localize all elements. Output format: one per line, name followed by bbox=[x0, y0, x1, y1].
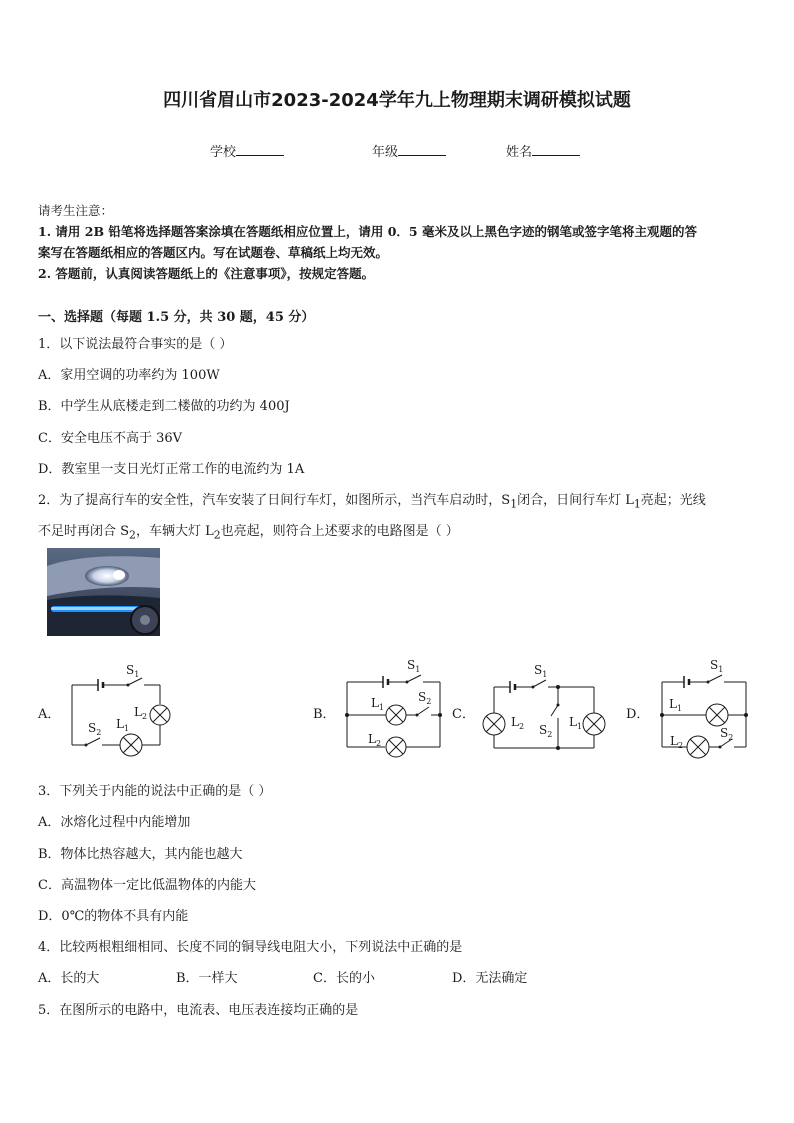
q2-option-d-label[interactable]: D． bbox=[626, 707, 650, 722]
q4-option-a[interactable]: A．长的大 bbox=[38, 971, 100, 986]
q3-stem: 3．下列关于内能的说法中正确的是（ ） bbox=[38, 784, 272, 799]
q4-option-b[interactable]: B．一样大 bbox=[176, 971, 238, 986]
circuit-b[interactable] bbox=[335, 655, 455, 764]
section1-heading: 一、选择题（每题 1.5 分，共 30 题，45 分） bbox=[38, 310, 315, 325]
q5-stem: 5．在图所示的电路中，电流表、电压表连接均正确的是 bbox=[38, 1003, 359, 1018]
circuit-c[interactable] bbox=[478, 660, 613, 764]
name-field[interactable] bbox=[506, 141, 580, 160]
q2-stem-line1 bbox=[38, 489, 706, 511]
q1-option-d[interactable]: D．教室里一支日光灯正常工作的电流约为 1A bbox=[38, 462, 305, 477]
svg-text:L1: $L_1$ bbox=[116, 717, 130, 733]
school-label: 学校 bbox=[210, 145, 237, 160]
q1-option-b[interactable]: B．中学生从底楼走到二楼做的功约为 400J bbox=[38, 399, 290, 414]
svg-text:L2: $L_2$ bbox=[670, 734, 684, 750]
q2-text-1a: 2．为了提高行车的安全性，汽车安装了日间行车灯，如图所示，当汽车启动时，S bbox=[38, 493, 511, 508]
q2-option-a-label[interactable]: A． bbox=[38, 707, 61, 722]
svg-text:L1: $L_1$ bbox=[371, 696, 385, 712]
q3-option-b[interactable]: B．物体比热容越大，其内能也越大 bbox=[38, 847, 243, 862]
name-label: 姓名 bbox=[506, 145, 533, 160]
grade-label: 年级 bbox=[372, 145, 399, 160]
q2-text-2c: 也亮起，则符合上述要求的电路图是（ ） bbox=[220, 524, 459, 539]
q3-option-d[interactable]: D．0℃的物体不具有内能 bbox=[38, 909, 189, 924]
page-title: 四川省眉山市2023-2024学年九上物理期末调研模拟试题 bbox=[163, 90, 631, 111]
svg-text:L2: $L_2$ bbox=[134, 705, 148, 721]
circuit-a[interactable] bbox=[60, 660, 180, 764]
grade-field[interactable] bbox=[372, 141, 446, 160]
name-blank[interactable] bbox=[532, 143, 580, 156]
svg-text:S2: $S_2$ bbox=[88, 721, 102, 737]
q2-text-1c: 亮起；光线 bbox=[640, 493, 706, 508]
svg-text:L1: $L_1$ bbox=[669, 697, 683, 713]
q2-option-c-label[interactable]: C． bbox=[452, 707, 475, 722]
q2-sub: 1 bbox=[633, 497, 641, 511]
q4-stem: 4．比较两根粗细相同、长度不同的铜导线电阻大小，下列说法中正确的是 bbox=[38, 940, 463, 955]
svg-text:S1: $S_1$ bbox=[126, 663, 140, 679]
q3-option-c[interactable]: C．高温物体一定比低温物体的内能大 bbox=[38, 878, 256, 893]
svg-text:L1: $L_1$ bbox=[569, 715, 583, 731]
svg-text:L2: $L_2$ bbox=[511, 715, 525, 731]
q2-text-1b: 闭合，日间行车灯 L bbox=[517, 493, 634, 508]
notice-item2: 2. 答题前，认真阅读答题纸上的《注意事项》，按规定答题。 bbox=[38, 266, 375, 281]
q2-sub: 2 bbox=[129, 528, 136, 542]
q2-text-2a: 不足时再闭合 S bbox=[38, 524, 130, 539]
svg-text:S1: $S_1$ bbox=[534, 663, 548, 679]
q1-option-a[interactable]: A．家用空调的功率约为 100W bbox=[38, 368, 220, 383]
q2-sub: 2 bbox=[213, 528, 221, 542]
notice-heading: 请考生注意： bbox=[38, 203, 114, 218]
q2-option-b-label[interactable]: B． bbox=[313, 707, 336, 722]
svg-text:S1: $S_1$ bbox=[407, 658, 421, 674]
car-headlight-photo bbox=[47, 548, 160, 636]
q2-sub: 1 bbox=[510, 497, 518, 511]
svg-text:S2: $S_2$ bbox=[539, 723, 553, 739]
q4-option-c[interactable]: C．长的小 bbox=[313, 971, 375, 986]
notice-item1-line1: 1. 请用 2B 铅笔将选择题答案涂填在答题纸相应位置上，请用 0．5 毫米及以上黑色字迹的钢笔或签字笔将主观题的答 bbox=[38, 224, 697, 239]
q1-option-c[interactable]: C．安全电压不高于 36V bbox=[38, 431, 183, 446]
svg-text:S1: $S_1$ bbox=[710, 658, 724, 674]
q2-text-2b: ，车辆大灯 L bbox=[135, 524, 214, 539]
grade-blank[interactable] bbox=[398, 143, 446, 156]
notice-item1-line2: 案写在答题纸相应的答题区内。写在试题卷、草稿纸上均无效。 bbox=[38, 245, 389, 260]
school-field[interactable] bbox=[210, 141, 284, 160]
q2-stem-line2 bbox=[38, 520, 459, 542]
q3-option-a[interactable]: A．冰熔化过程中内能增加 bbox=[38, 815, 191, 830]
svg-text:S2: $S_2$ bbox=[720, 726, 734, 742]
circuit-d[interactable] bbox=[652, 655, 762, 769]
svg-text:L2: $L_2$ bbox=[368, 732, 382, 748]
q1-stem: 1．以下说法最符合事实的是（ ） bbox=[38, 337, 233, 352]
school-blank[interactable] bbox=[236, 143, 284, 156]
svg-text:S2: $S_2$ bbox=[418, 690, 432, 706]
q4-option-d[interactable]: D．无法确定 bbox=[452, 971, 528, 986]
